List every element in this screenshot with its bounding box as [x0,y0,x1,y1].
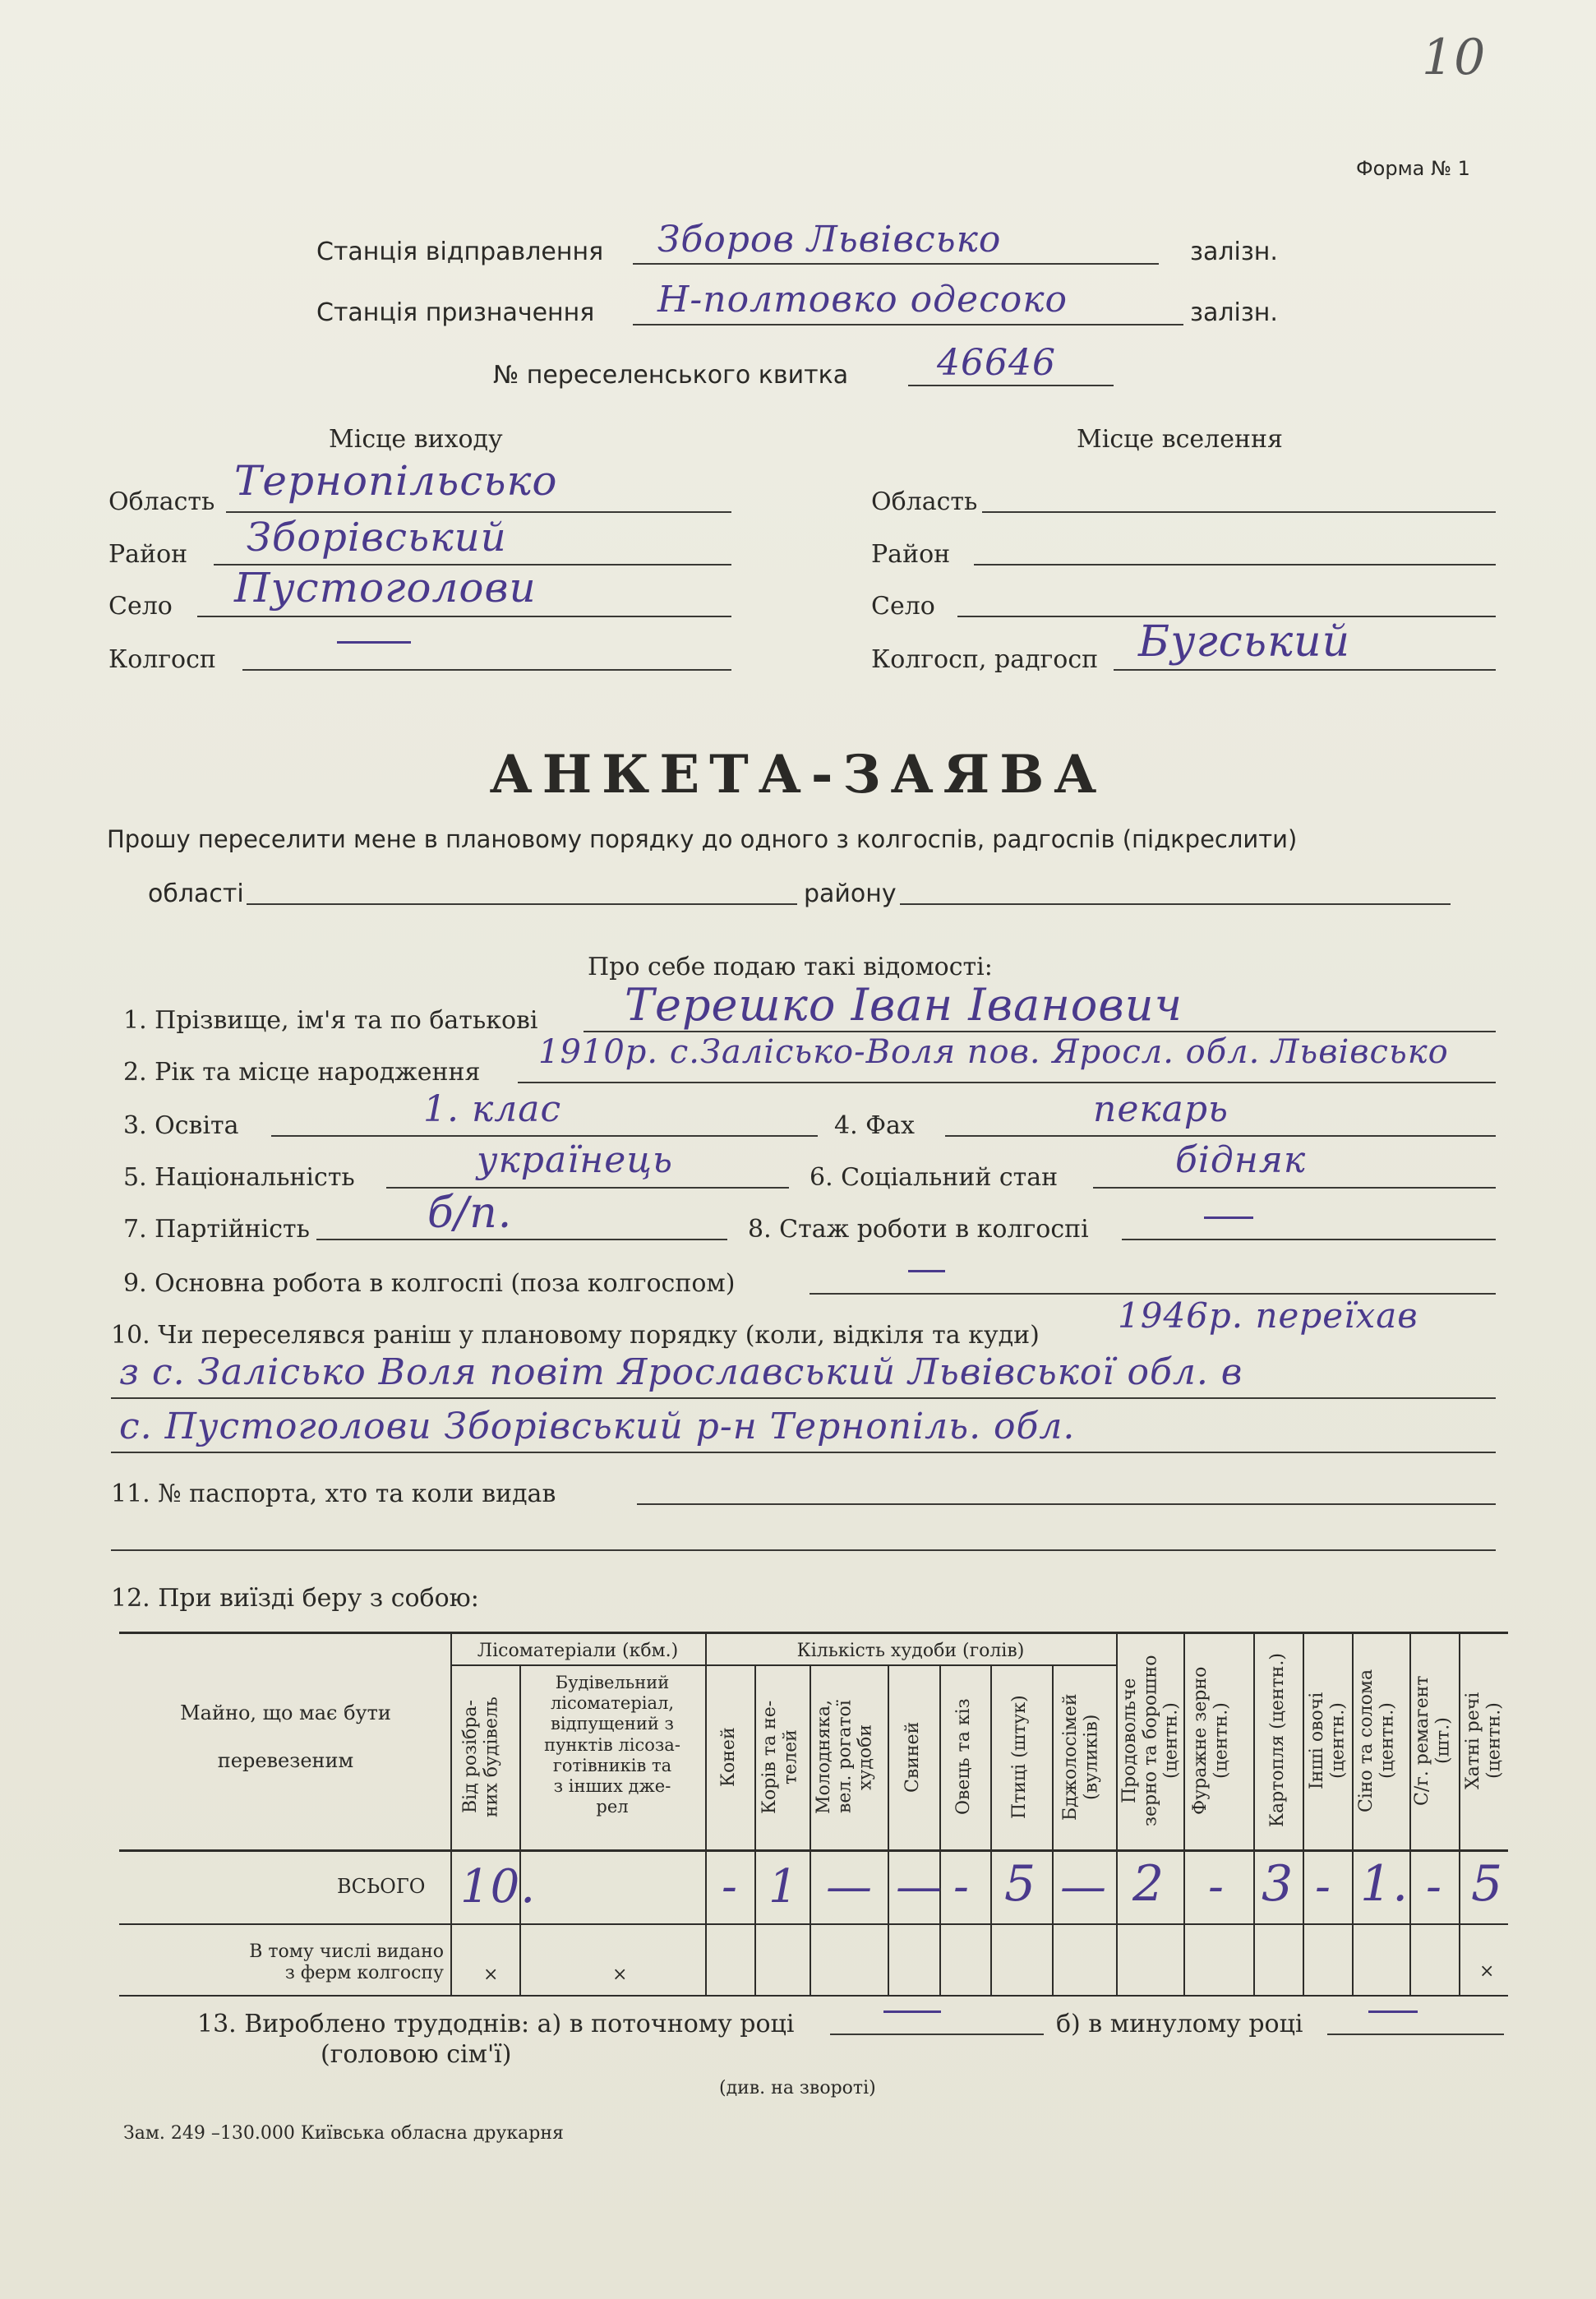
field-6-line [1093,1187,1496,1189]
table-group-livestock: Кількість худоби (голів) [796,1641,1025,1661]
field-13-b-label: б) в минулому році [1056,2010,1303,2038]
origin-oblast-value: Тернопільсько [234,457,558,505]
col-birds: Птиці (штук) [1009,1695,1030,1819]
destination-station-value: Н-полтовко одесоко [657,279,1068,321]
field-5-value: українець [477,1139,673,1181]
col-timber-buildings: Від розібра- них будівель [460,1697,502,1817]
ticket-number-value: 46646 [937,342,1056,384]
field-13-line-a [830,2034,1044,2035]
field-2-value: 1910р. с.Залісько-Воля пов. Яросл. обл. Львівсько [538,1033,1449,1071]
field-11-line-2 [111,1549,1496,1551]
archive-page-number: 10 [1422,29,1487,86]
table-col-line [1052,1666,1054,1995]
field-10-line-3 [111,1452,1496,1453]
origin-raion-label: Район [108,540,188,569]
field-8-dash [1204,1216,1253,1219]
table-col-line [990,1666,992,1995]
field-6-label: 6. Соціальний стан [810,1163,1059,1192]
table-col-line [754,1666,756,1995]
destination-rail-suffix: залізн. [1190,298,1278,327]
total-farm-inventory: - [1426,1860,1442,1914]
field-10-line-2 [111,1397,1496,1399]
request-raionu-label: району [804,879,897,908]
field-2-line [518,1082,1496,1083]
field-13-value-b [1368,2010,1418,2013]
field-7-label: 7. Партійність [123,1215,310,1244]
table-col-line [705,1633,707,1995]
departure-rail-suffix: залізн. [1190,238,1278,266]
field-9-label: 9. Основна робота в колгоспі (поза колгоспом) [123,1269,736,1298]
issued-mark-household-items: × [1479,1961,1495,1982]
origin-raion-value: Зборівський [247,515,507,561]
origin-kolgosp-line [242,669,731,671]
total-sheep-goats: - [953,1860,970,1914]
table-col-line [1116,1633,1118,1995]
table-top-border [119,1632,1508,1634]
request-text: Прошу переселити мене в плановому порядку до одного з колгоспів, радгоспів (підкреслити) [107,825,1298,853]
dest-kolgosp-line [1114,669,1496,671]
table-col-line [939,1666,941,1995]
table-bottom-border [119,1995,1508,1997]
request-oblasti-label: області [148,879,244,908]
col-bees: Бджолосімей (вуликів) [1060,1693,1102,1821]
origin-oblast-label: Область [108,487,215,516]
table-col-line [1253,1633,1255,1995]
field-10-value-line1: 1946р. переїхав [1118,1295,1418,1336]
field-3-line [271,1135,818,1137]
total-pigs: — [896,1860,943,1914]
origin-selo-line [197,616,731,617]
table-col-line [450,1633,452,1995]
col-timber-other: Будівельний лісоматеріал, відпущений з пунктів лісоза- готівників та з інших дже- рел [544,1673,680,1817]
origin-kolgosp-dash [337,641,411,644]
dest-kolgosp-value: Бугський [1138,617,1351,667]
total-food-grain: 2 [1132,1855,1165,1913]
total-household-items: 5 [1471,1855,1504,1913]
destination-heading: Місце вселення [1077,425,1283,454]
field-9-line [810,1293,1496,1295]
issued-mark-timber-other: × [612,1964,628,1985]
field-12-label: 12. При виїзді беру з собою: [111,1584,479,1613]
destination-station-line [633,324,1183,325]
row-issued-label: В тому числі видано з ферм колгоспу [249,1941,444,1984]
field-13-label: 13. Вироблено трудоднів: а) в поточному році [197,2010,795,2038]
total-cows: 1 [768,1860,799,1914]
row-total-label: ВСЬОГО [337,1875,426,1898]
field-7-line [316,1239,727,1240]
ticket-number-line [908,385,1114,386]
departure-station-line [633,263,1159,265]
total-timber-buildings: 10. [460,1860,537,1914]
table-col-line [1303,1633,1304,1995]
col-sheep-goats: Овець та кіз [953,1698,974,1816]
origin-oblast-line [226,511,731,513]
total-young-cattle: — [826,1860,873,1914]
field-6-value: бідняк [1175,1139,1307,1181]
form-title: АНКЕТА-ЗАЯВА [489,744,1107,806]
ticket-number-label: № переселенського квитка [493,361,849,390]
dest-oblast-line [982,511,1496,513]
destination-station-label: Станція призначення [316,298,595,327]
reverse-note: (див. на звороті) [719,2078,876,2098]
table-col-line [888,1666,889,1995]
dest-kolgosp-label: Колгосп, радгосп [871,645,1099,674]
field-5-label: 5. Національність [123,1163,355,1192]
total-bees: — [1060,1860,1107,1914]
total-fodder-grain: - [1208,1860,1225,1914]
col-other-veg: Інші овочі (центн.) [1307,1692,1349,1789]
field-1-value: Терешко Іван Іванович [625,979,1183,1031]
table-row-header: Майно, що має бути перевезеним [180,1701,391,1772]
total-birds: 5 [1004,1855,1037,1913]
field-13-sub: (головою сім'ї) [321,2040,512,2069]
field-3-label: 3. Освіта [123,1111,239,1140]
table-group-timber: Лісоматеріали (кбм.) [477,1641,679,1661]
table-col-line [1459,1633,1460,1995]
field-3-value: 1. клас [423,1088,562,1130]
table-col-line [1352,1633,1354,1995]
field-1-line [584,1031,1496,1032]
col-potato: Картопля (центн.) [1267,1653,1288,1828]
form-number: Форма № 1 [1356,157,1470,180]
table-group-line-timber [450,1664,705,1666]
total-potato: 3 [1262,1855,1294,1913]
table-col-line [810,1666,811,1995]
field-10-label: 10. Чи переселявся раніш у плановому порядку (коли, відкіля та куди) [111,1321,1040,1350]
col-cows: Корів та не- телей [759,1700,801,1814]
field-4-value: пекарь [1093,1088,1229,1130]
field-10-value-line3: с. Пустоголови Зборівський р-н Тернопіль. обл. [119,1406,1076,1447]
printer-imprint: Зам. 249 –130.000 Київська обласна друкарня [123,2123,564,2144]
field-10-value-line2: з с. Залісько Воля повіт Ярославський Львівської обл. в [119,1351,1243,1393]
total-horses: - [722,1860,738,1914]
col-horses: Коней [718,1727,739,1787]
table-col-line [1183,1633,1185,1995]
field-1-label: 1. Прізвище, ім'я та по батькові [123,1006,538,1035]
field-2-label: 2. Рік та місце народження [123,1058,481,1087]
field-4-line [945,1135,1496,1137]
departure-station-label: Станція відправлення [316,238,604,266]
field-13-value-a [883,2010,941,2013]
request-oblasti-line [247,903,797,905]
field-8-label: 8. Стаж роботи в колгоспі [748,1215,1089,1244]
field-13-line-b [1327,2034,1504,2035]
field-7-value: б/п. [427,1189,513,1238]
table-group-line-livestock [705,1664,1116,1666]
table-col-line [1409,1633,1411,1995]
col-household-items: Хатні речі (центн.) [1463,1692,1505,1789]
field-11-label: 11. № паспорта, хто та коли видав [111,1480,556,1508]
origin-heading: Місце виходу [329,425,503,454]
dest-oblast-label: Область [871,487,978,516]
field-4-label: 4. Фах [834,1111,915,1140]
origin-selo-label: Село [108,592,173,621]
request-raionu-line [900,903,1451,905]
total-hay-straw: 1. [1360,1855,1409,1913]
col-pigs: Свиней [902,1721,923,1793]
col-young-cattle: Молодняка, вел. рогатої худоби [814,1700,876,1814]
total-other-veg: - [1315,1860,1331,1914]
issued-mark-timber-buildings: × [483,1964,499,1985]
dest-raion-label: Район [871,540,951,569]
dest-selo-label: Село [871,592,935,621]
departure-station-value: Зборов Львівсько [657,219,1002,261]
field-9-dash [908,1270,945,1272]
field-11-line [637,1503,1496,1505]
intro-text: Про себе подаю такі відомості: [588,953,993,981]
field-8-line [1122,1239,1496,1240]
table-row-separator [119,1923,1508,1925]
table-header-bottom [119,1849,1508,1852]
dest-raion-line [974,564,1496,566]
origin-kolgosp-label: Колгосп [108,645,216,674]
col-farm-inventory: С/г. ремагент (шт.) [1412,1675,1454,1806]
origin-selo-value: Пустоголови [234,564,537,612]
col-fodder-grain: Фуражне зерно (центн.) [1190,1666,1232,1815]
col-food-grain: Продовольче зерно та борошно (центн.) [1119,1655,1182,1826]
col-hay-straw: Сіно та солома (центн.) [1356,1669,1398,1812]
